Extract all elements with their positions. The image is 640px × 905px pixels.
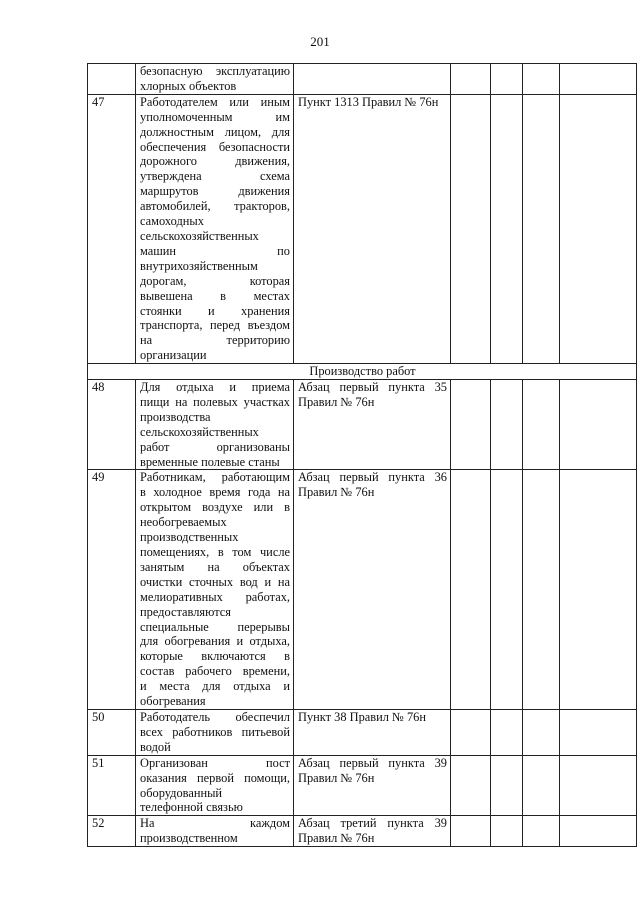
legal-reference: Абзац третий пункта 39 Правил № 76н	[294, 816, 451, 847]
requirement-line: предоставляются	[140, 604, 231, 619]
requirement-line: обеспечения безопасности	[140, 139, 290, 154]
requirement-text	[136, 755, 294, 816]
answer-cell	[451, 816, 491, 847]
answer-cell	[523, 94, 560, 363]
requirement-line: Работодателем или иным	[140, 94, 290, 109]
requirement-line: транспорта, перед въездом	[140, 318, 290, 333]
legal-reference: Абзац первый пункта 36 Правил № 76н	[294, 470, 451, 710]
item-number: 52	[88, 816, 136, 847]
legal-reference	[294, 64, 451, 95]
requirement-line: Организован пост	[140, 755, 290, 770]
answer-cell	[451, 470, 491, 710]
requirement-line: стоянки и хранения	[140, 303, 290, 318]
requirement-text	[136, 380, 294, 470]
answer-cell	[451, 755, 491, 816]
requirement-text	[136, 709, 294, 755]
answer-cell	[491, 94, 523, 363]
answer-cell	[491, 380, 523, 470]
requirement-line: пищи на полевых участках	[140, 394, 290, 409]
table-row	[88, 94, 637, 363]
answer-cell	[491, 755, 523, 816]
requirement-line: производственных	[140, 530, 239, 545]
requirement-text	[136, 816, 294, 847]
requirement-line: оборудованный	[140, 785, 223, 800]
answer-cell	[523, 755, 560, 816]
answer-cell	[451, 709, 491, 755]
answer-cell	[523, 64, 560, 95]
requirement-line: уполномоченным им	[140, 109, 290, 124]
requirement-line: занятым на объектах	[140, 559, 290, 574]
requirement-line: которые включаются в	[140, 649, 290, 664]
requirement-line: самоходных	[140, 214, 204, 229]
requirement-line: временные полевые станы	[140, 454, 280, 469]
requirement-line: на территорию	[140, 333, 290, 348]
item-number: 50	[88, 709, 136, 755]
requirement-line: хлорных объектов	[140, 78, 237, 93]
requirement-line: организации	[140, 348, 207, 363]
requirement-text	[136, 94, 294, 363]
answer-cell	[560, 709, 637, 755]
answer-cell	[491, 64, 523, 95]
answer-cell	[451, 64, 491, 95]
requirement-line: дорожного движения,	[140, 154, 290, 169]
requirement-line: маршрутов движения	[140, 184, 290, 199]
requirement-line: производственном	[140, 831, 238, 846]
page-number: 201	[310, 34, 330, 49]
requirement-line: в холодное время года на	[140, 485, 290, 500]
checklist-table-body	[88, 64, 637, 847]
requirement-line: мелиоративных работах,	[140, 589, 290, 604]
requirement-line: сельскохозяйственных	[140, 424, 259, 439]
legal-reference: Пункт 1313 Правил № 76н	[294, 94, 451, 363]
section-row	[88, 364, 637, 380]
answer-cell	[523, 709, 560, 755]
requirement-line: состав рабочего времени,	[140, 664, 290, 679]
requirement-line: сельскохозяйственных	[140, 228, 259, 243]
answer-cell	[560, 64, 637, 95]
requirement-line: Для отдыха и приема	[140, 380, 290, 395]
legal-reference: Абзац первый пункта 39 Правил № 76н	[294, 755, 451, 816]
requirement-line: для обогревания и отдыха,	[140, 634, 290, 649]
answer-cell	[523, 816, 560, 847]
table-row	[88, 755, 637, 816]
requirement-line: вывешена в местах	[140, 288, 290, 303]
answer-cell	[560, 380, 637, 470]
legal-reference: Пункт 38 Правил № 76н	[294, 709, 451, 755]
item-number: 47	[88, 94, 136, 363]
requirement-line: На каждом	[140, 816, 290, 831]
legal-reference: Абзац первый пункта 35 Правил № 76н	[294, 380, 451, 470]
requirement-line: и места для отдыха и	[140, 679, 290, 694]
requirement-line: автомобилей, тракторов,	[140, 199, 290, 214]
item-number: 49	[88, 470, 136, 710]
answer-cell	[491, 816, 523, 847]
item-number: 48	[88, 380, 136, 470]
table-row	[88, 470, 637, 710]
table-row	[88, 64, 637, 95]
requirement-line: открытом воздухе или в	[140, 500, 290, 515]
requirement-line: телефонной связью	[140, 800, 243, 815]
section-title: Производство работ	[88, 364, 637, 380]
requirement-line: очистки сточных вод и на	[140, 574, 290, 589]
answer-cell	[491, 709, 523, 755]
requirement-line: Работникам, работающим	[140, 470, 290, 485]
requirement-line: помещениях, в том числе	[140, 545, 290, 559]
answer-cell	[451, 380, 491, 470]
requirement-line: работ организованы	[140, 439, 290, 454]
requirement-line: производства	[140, 409, 211, 424]
requirement-line: внутрихозяйственным	[140, 258, 258, 273]
item-number	[88, 64, 136, 95]
requirement-line: дорогам, которая	[140, 273, 290, 288]
requirement-text	[136, 470, 294, 710]
requirement-line: оказания первой помощи,	[140, 770, 290, 785]
answer-cell	[451, 94, 491, 363]
requirement-line: машин по	[140, 243, 290, 258]
table-row	[88, 380, 637, 470]
requirement-line: специальные перерывы	[140, 619, 290, 634]
requirement-line: должностным лицом, для	[140, 124, 290, 139]
requirement-line: безопасную эксплуатацию	[140, 64, 290, 78]
answer-cell	[523, 470, 560, 710]
requirement-line: утверждена схема	[140, 169, 290, 184]
requirement-line: водой	[140, 739, 171, 754]
table-row	[88, 709, 637, 755]
answer-cell	[560, 94, 637, 363]
answer-cell	[560, 470, 637, 710]
requirement-line: необогреваемых	[140, 515, 227, 530]
answer-cell	[491, 470, 523, 710]
requirement-text	[136, 64, 294, 95]
requirement-line: Работодатель обеспечил	[140, 709, 290, 724]
answer-cell	[523, 380, 560, 470]
checklist-table	[87, 63, 637, 847]
requirement-line: всех работников питьевой	[140, 724, 290, 739]
item-number: 51	[88, 755, 136, 816]
table-row	[88, 816, 637, 847]
requirement-line: обогревания	[140, 694, 206, 709]
answer-cell	[560, 755, 637, 816]
answer-cell	[560, 816, 637, 847]
